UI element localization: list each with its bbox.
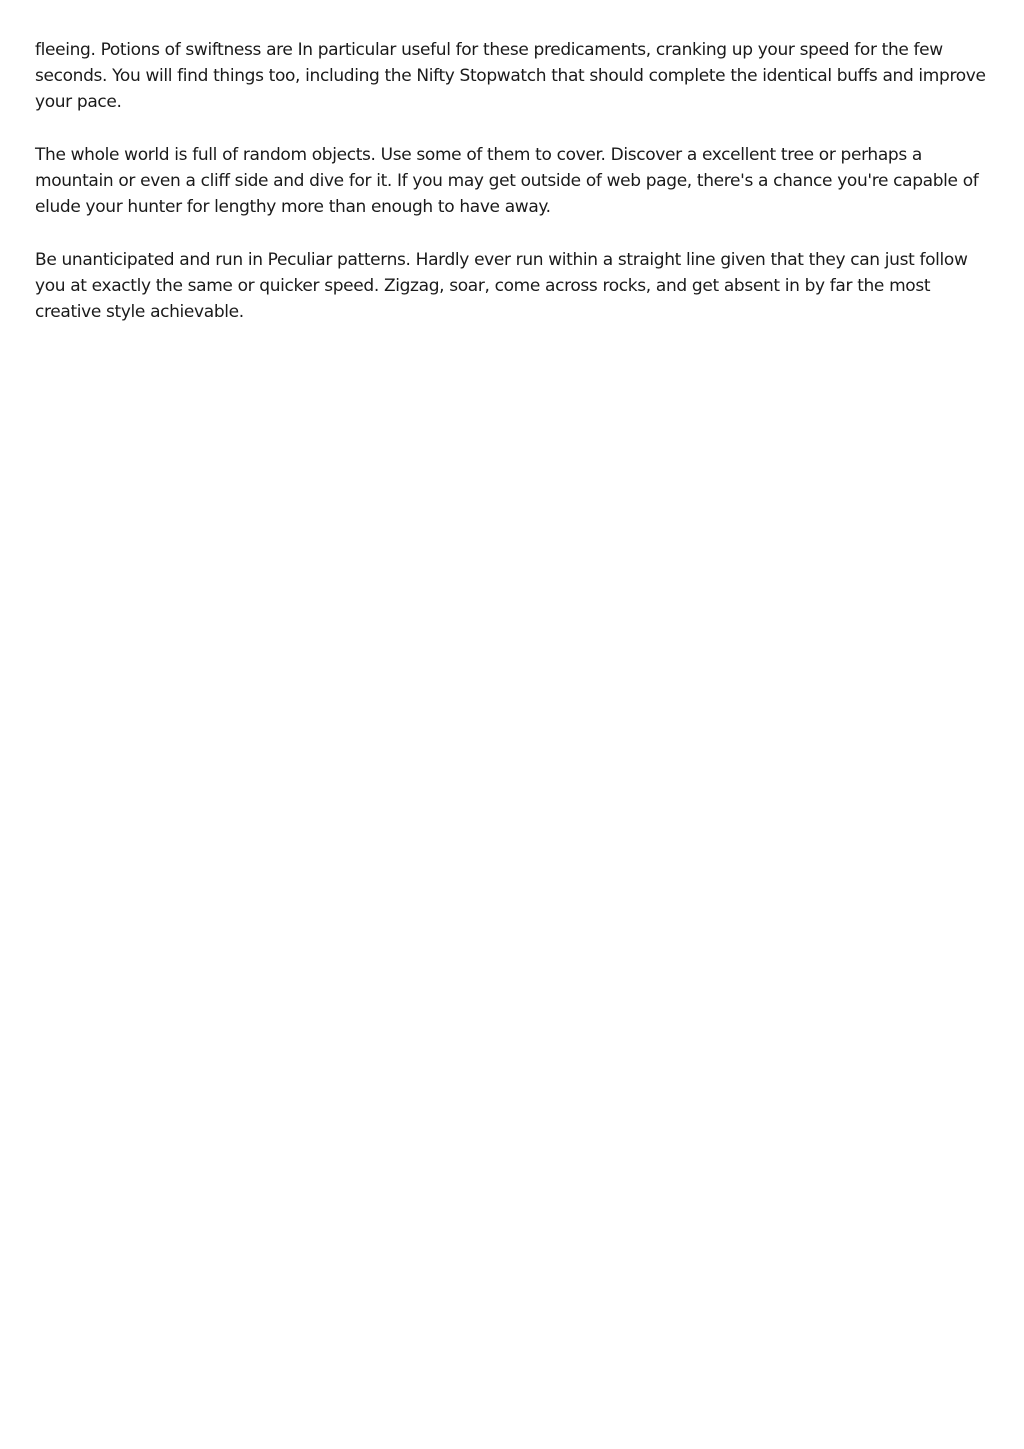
document-body [35, 37, 990, 352]
paragraph-unanticipated: Be unanticipated and run in Peculiar patterns. Hardly ever run within a straight line given that they can just follow you at exactly the same or quicker speed. Zigzag, soar, come across rocks, and get absent in by far the most creative style achievable. [35, 250, 968, 322]
paragraph-fleeing: fleeing. Potions of swiftness are In particular useful for these predicaments, cranking up your speed for the few seconds. You will find things too, including the Nifty Stopwatch that should complete the identical buffs and improve your pace. [35, 40, 986, 112]
paragraph-random-objects: The whole world is full of random objects. Use some of them to cover. Discover a excellent tree or perhaps a mountain or even a cliff side and dive for it. If you may get outside of web page, there's a chance you're capable of elude your hunter for lengthy more than enough to have away. [35, 145, 979, 217]
